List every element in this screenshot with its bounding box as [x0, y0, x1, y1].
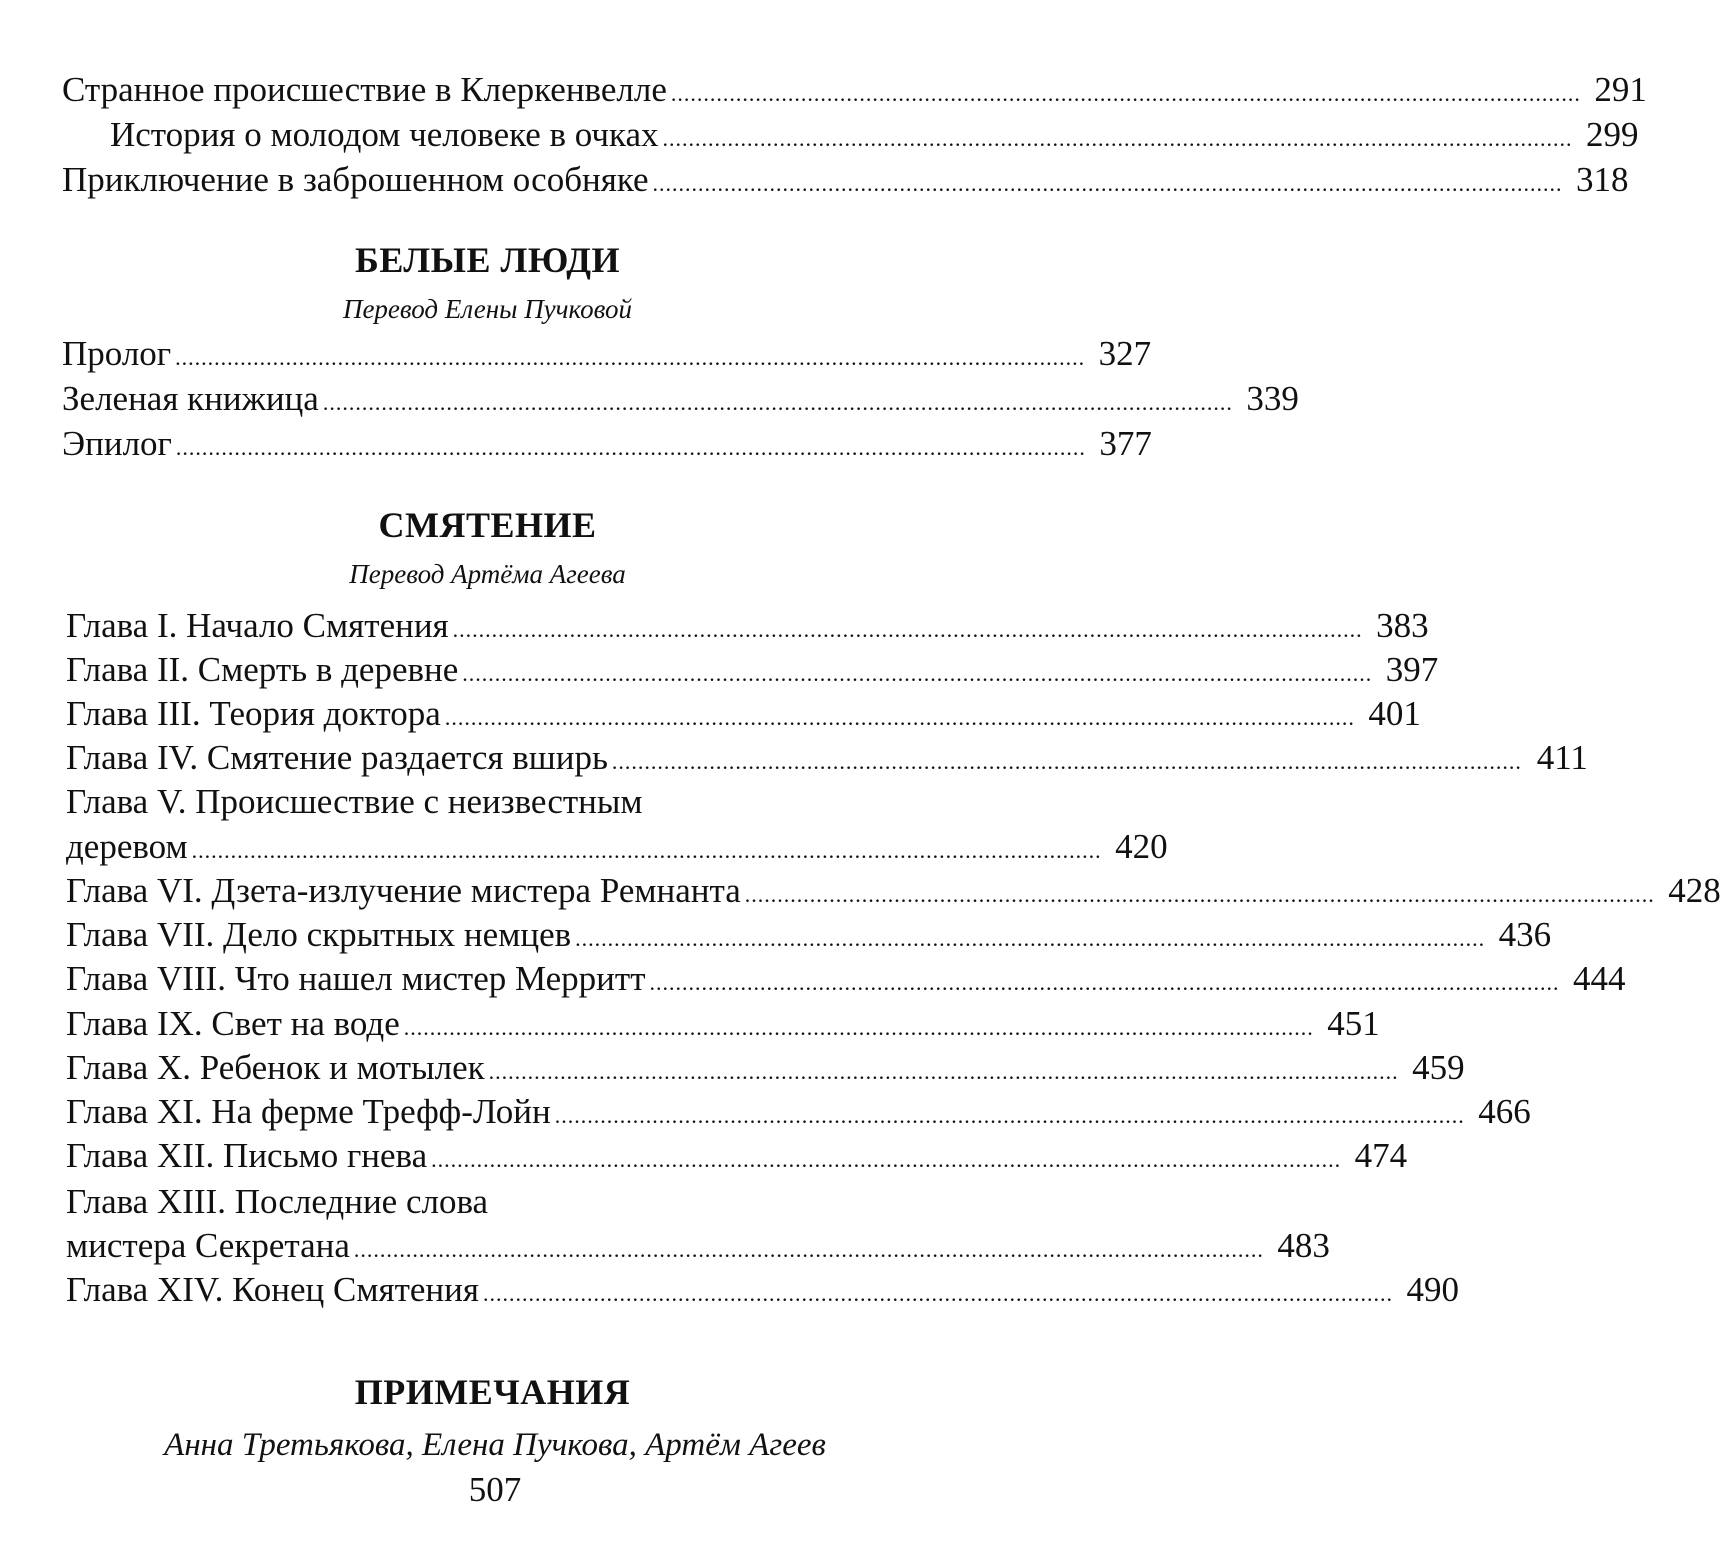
toc-entry-title: Глава VIII. Что нашел мистер Мерритт	[66, 959, 646, 998]
toc-entry-title: Глава VII. Дело скрытных немцев	[66, 915, 572, 954]
toc-entry	[66, 1046, 1465, 1094]
toc-entry-title-line: Глава V. Происшествие с неизвестным	[66, 782, 643, 821]
toc-entry	[62, 68, 1647, 116]
toc-entry-title: Глава X. Ребенок и мотылек	[66, 1048, 485, 1087]
toc-leader: ............................................................................................................................................	[611, 749, 1522, 774]
toc-leader: ............................................................................................................................................	[652, 171, 1563, 196]
toc-leader: ............................................................................................................................................	[488, 1059, 1399, 1084]
toc-entry-page: 459	[1412, 1048, 1465, 1087]
section-title: СМЯТЕНИЕ	[378, 505, 597, 545]
toc-entry-title: Глава III. Теория доктора	[66, 694, 441, 733]
notes-authors: Анна Третьякова, Елена Пучкова, Артём Агеев	[164, 1427, 826, 1463]
toc-leader: ............................................................................................................................................	[649, 970, 1560, 995]
toc-entry-title: Глава XI. На ферме Трефф-Лойн	[66, 1092, 551, 1131]
toc-entry-title: Глава XIV. Конец Смятения	[66, 1270, 479, 1309]
toc-entry-page: 299	[1586, 115, 1639, 154]
toc-leader: ............................................................................................................................................	[662, 126, 1573, 151]
toc-leader: ............................................................................................................................................	[175, 435, 1086, 460]
toc-leader: ............................................................................................................................................	[462, 661, 1373, 686]
toc-entry-page: 444	[1573, 959, 1626, 998]
toc-entry-title: Глава I. Начало Смятения	[66, 606, 449, 645]
toc-entry-page: 339	[1246, 379, 1299, 418]
toc-entry-page: 436	[1498, 915, 1552, 954]
toc-entry-page: 411	[1536, 738, 1588, 777]
toc-entry-page: 397	[1385, 650, 1439, 689]
toc-entry-page: 490	[1406, 1270, 1459, 1309]
toc-entry-title: деревом	[66, 827, 188, 866]
section-title: БЕЛЫЕ ЛЮДИ	[355, 240, 620, 280]
toc-entry	[66, 1268, 1459, 1316]
toc-entry	[62, 422, 1152, 470]
toc-entry	[66, 825, 1168, 873]
toc-entry	[62, 377, 1299, 425]
section-translator: Перевод Елены Пучковой	[342, 294, 633, 324]
toc-entry	[66, 736, 1588, 784]
toc-entry-title: Глава IV. Смятение раздается вширь	[66, 738, 608, 777]
toc-leader: ............................................................................................................................................	[444, 705, 1355, 730]
toc-entry	[62, 332, 1152, 380]
notes-page-number: 507	[468, 1470, 522, 1509]
toc-entry	[66, 913, 1552, 961]
toc-entry	[66, 1002, 1380, 1050]
toc-entry-page: 466	[1478, 1092, 1531, 1131]
toc-entry	[66, 957, 1626, 1005]
toc-entry	[62, 158, 1629, 206]
toc-entry-page: 291	[1594, 70, 1647, 109]
toc-entry-page: 451	[1327, 1004, 1380, 1043]
toc-leader: ............................................................................................................................................	[452, 617, 1363, 642]
toc-entry-title: Глава XII. Письмо гнева	[66, 1136, 428, 1175]
toc-entry-title: Пролог	[62, 334, 172, 373]
toc-leader: ............................................................................................................................................	[353, 1237, 1264, 1262]
toc-entry-title: Странное происшествие в Клеркенвелле	[62, 70, 667, 109]
toc-leader: ............................................................................................................................................	[431, 1147, 1342, 1172]
toc-entry	[66, 648, 1439, 696]
toc-leader: ............................................................................................................................................	[554, 1103, 1465, 1128]
toc-entry	[66, 604, 1429, 652]
toc-entry	[66, 869, 1721, 917]
toc-leader: ............................................................................................................................................	[403, 1015, 1314, 1040]
toc-leader: ............................................................................................................................................	[482, 1281, 1393, 1306]
toc-entry	[66, 1134, 1408, 1182]
toc-entry-page: 428	[1668, 871, 1721, 910]
toc-entry-page: 377	[1099, 424, 1152, 463]
toc-entry	[66, 1224, 1330, 1272]
toc-entry-page: 318	[1576, 160, 1629, 199]
toc-entry-title: История о молодом человеке в очках	[110, 115, 659, 154]
toc-entry	[66, 692, 1421, 740]
toc-entry-page: 401	[1368, 694, 1421, 733]
section-title: ПРИМЕЧАНИЯ	[354, 1372, 631, 1412]
toc-entry	[110, 113, 1639, 161]
toc-entry-title: Приключение в заброшенном особняке	[62, 160, 649, 199]
toc-leader: ............................................................................................................................................	[322, 390, 1233, 415]
toc-entry-title: Зеленая книжица	[62, 379, 319, 418]
toc-entry-title: Глава VI. Дзета-излучение мистера Ремнанта	[66, 871, 741, 910]
toc-entry	[66, 1090, 1531, 1138]
toc-entry-page: 327	[1098, 334, 1152, 373]
toc-entry-page: 420	[1115, 827, 1168, 866]
toc-leader: ............................................................................................................................................	[670, 81, 1581, 106]
toc-entry-title: Глава II. Смерть в деревне	[66, 650, 459, 689]
toc-leader: ............................................................................................................................................	[191, 838, 1102, 863]
toc-leader: ............................................................................................................................................	[175, 345, 1086, 370]
toc-entry-title: Эпилог	[62, 424, 172, 463]
toc-entry-page: 474	[1354, 1136, 1408, 1175]
toc-leader: ............................................................................................................................................	[744, 882, 1655, 907]
toc-entry-title: Глава IX. Свет на воде	[66, 1004, 400, 1043]
toc-entry-page: 383	[1376, 606, 1429, 645]
toc-entry-title-line: Глава XIII. Последние слова	[66, 1182, 489, 1221]
section-translator: Перевод Артёма Агеева	[349, 559, 626, 589]
toc-leader: ............................................................................................................................................	[575, 926, 1486, 951]
toc-entry-title: мистера Секретана	[66, 1226, 350, 1265]
toc-entry-page: 483	[1277, 1226, 1330, 1265]
